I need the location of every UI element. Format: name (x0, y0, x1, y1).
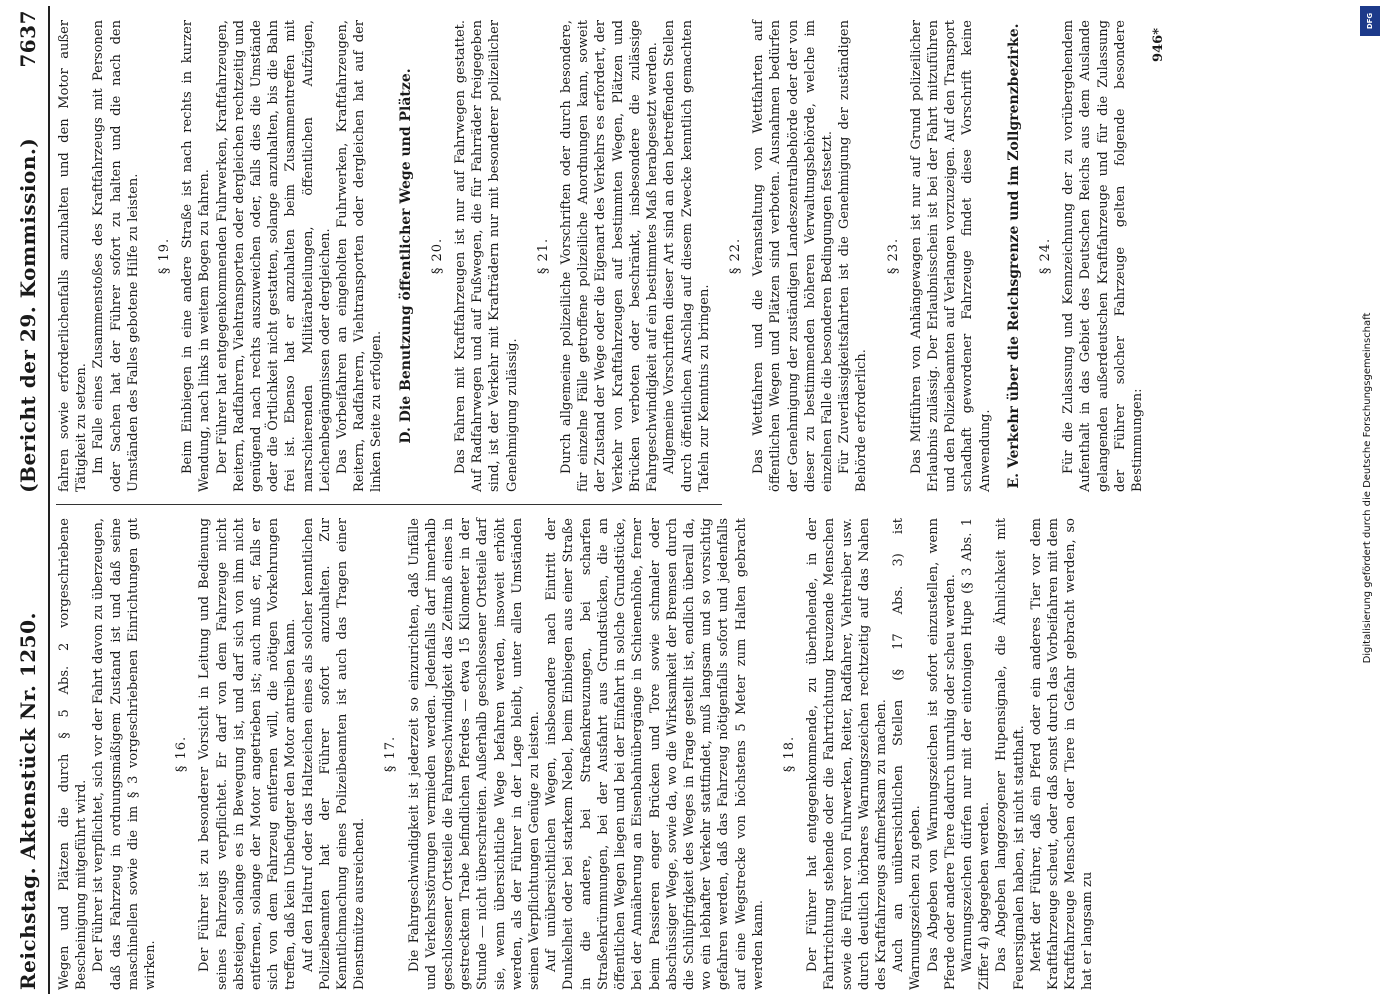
paragraph: Das Fahren mit Kraftfahrzeugen ist nur auf Fahrwegen gestattet. Auf Radfahrwegen und auf Fußwegen, die für Fahrräder freigegeben sind, ist der Verkehr mit Krafträdern nur mit besonderer polizeilicher Genehmigung zulässig. (453, 20, 520, 492)
header-title-left: Reichstag. Aktenstück Nr. 1250. (16, 612, 40, 990)
digitization-sidebar (1357, 0, 1383, 1000)
right-column (56, 20, 1167, 492)
dfg-logo (1360, 6, 1380, 36)
paragraph: Das Abgeben von Warnungszeichen ist sofort einzustellen, wenn Pferde oder andere Tiere dadurch unruhig oder scheu werden. (925, 518, 958, 990)
paragraph: Merkt der Führer, daß ein Pferd oder ein anderes Tier vor dem Kraftfahrzeuge scheut, oder daß sonst durch das Vorbeifahren mit dem Kraftfahrzeuge Menschen oder Tiere in Gefahr gebracht werden, so hat er langsam zu (1028, 518, 1096, 990)
chapter-heading: D. Die Benutzung öffentlicher Wege und Plätze. (397, 68, 414, 444)
paragraph: Der Führer ist verpflichtet, sich vor der Fahrt davon zu überzeugen, daß das Fahrzeug in ordnungsmäßigem Zustand ist und daß seine maschinellen sowie die im § 3 vorgeschriebenen Einrichtungen gut wirken. (91, 518, 159, 990)
paragraph: fahren sowie erforderlichenfalls anzuhalten und den Motor außer Tätigkeit zu setzen. (57, 20, 90, 492)
section-heading: § 22. (727, 237, 743, 275)
paragraph: Wegen und Plätzen die durch § 5 Abs. 2 vorgeschriebene Bescheinigung mitgeführt wird. (57, 518, 90, 990)
header-commission: (Bericht der 29. Kommission.) (16, 137, 40, 493)
section-heading: § 18. (781, 735, 797, 773)
paragraph: Im Falle eines Zusammenstoßes des Kraftfahrzeugs mit Personen oder Sachen hat der Führer sofort zu halten und die nach den Umständen des Falles gebotene Hilfe zu leisten. (91, 20, 141, 492)
paragraph: Die Fahrgeschwindigkeit ist jederzeit so einzurichten, daß Unfälle und Verkehrsstörungen vermieden werden. Jedenfalls darf innerhalb geschlossener Ortsteile die Fahrgeschwindigkeit das Zeitmaß eines in gestrecktem Trabe befindlichen Pferdes — etwa 15 Kilometer in der Stunde — nicht überschreiten. Außerhalb geschlossener Ortsteile darf sie, wenn übersichtliche Wege befahren werden, insoweit erhöht werden, als der Führer in der Lage bleibt, unter allen Umständen seinen Verpflichtungen Genüge zu leisten. (406, 518, 543, 990)
paragraph: Beim Einbiegen in eine andere Straße ist nach rechts in kurzer Wendung, nach links in weitem Bogen zu fahren. (180, 20, 213, 492)
sheet-signature: 946* (1151, 28, 1167, 62)
header-title-right (16, 10, 40, 493)
paragraph: Das Vorbeifahren an eingeholten Fuhrwerken, Kraftfahrzeugen, Reitern, Radfahrern, Viehtransporten oder dergleichen hat auf der linken Seite zu erfolgen. (335, 20, 385, 492)
paragraph: Auf unübersichtlichen Wegen, insbesondere nach Eintritt der Dunkelheit oder bei starkem Nebel, beim Einbiegen aus einer Straße in die andere, bei Straßenkreuzungen, bei scharfen Straßenkrümmungen, bei der Ausfahrt aus Grundstücken, die an öffentlichen Wegen liegen und bei der Einfahrt in solche Grundstücke, bei der Annäherung an Eisenbahnübergänge in Schienenhöhe, ferner beim Passieren enger Brücken und Tore sowie schmaler oder abschüssiger Wege, sowie da, wo die Wirksamkeit der Bremsen durch die Schlüpfrigkeit des Weges in Frage gestellt ist, endlich überall da, wo ein lebhafter Verkehr stattfindet, muß langsam und so vorsichtig gefahren werden, daß das Fahrzeug nötigenfalls sofort und jedenfalls auf eine Wegstrecke von höchstens 5 Meter zum Halten gebracht werden kann. (544, 518, 766, 990)
paragraph: Der Führer ist zu besonderer Vorsicht in Leitung und Bedienung seines Fahrzeugs verpflichtet. Er darf von dem Fahrzeuge nicht absteigen, solange es in Bewegung ist, und darf sich von ihm nicht entfernen, solange der Motor angetrieben ist; auch muß er, falls er sich von dem Fahrzeug entfernen will, die nötigen Vorkehrungen treffen, daß kein Unbefugter den Motor antreiben kann. (197, 518, 299, 990)
left-column (56, 518, 1096, 990)
section-heading: § 24. (1037, 237, 1053, 275)
paragraph: Der Führer hat entgegenkommenden Fuhrwerken, Kraftfahrzeugen, Reitern, Radfahrern, Viehtransporten oder dergleichen rechtzeitig und genügend nach rechts auszuweichen oder, falls dies die Umstände oder die Örtlichkeit nicht gestatten, solange anzuhalten, bis die Bahn frei ist. Ebenso hat er anzuhalten beim Zusammentreffen mit marschierenden Militärabteilungen, öffentlichen Aufzügen, Leichenbegängnissen oder dergleichen. (214, 20, 333, 492)
column-divider (56, 504, 722, 505)
section-heading: § 16. (174, 735, 190, 773)
page-header (8, 6, 50, 994)
paragraph: Das Mitführen von Anhängewagen ist nur auf Grund polizeilicher Erlaubnis zulässig. Der Erlaubnisschein ist bei der Fahrt mitzuführen und den Polizeibeamten auf Verlangen vorzuzeigen. Auf den Transport schadhaft gewordener Fahrzeuge findet diese Vorschrift keine Anwendung. (908, 20, 993, 492)
section-heading: § 21. (535, 237, 551, 275)
paragraph: Für die Zulassung und Kennzeichnung der zu vorübergehendem Aufenthalt in das Gebiet des Deutschen Reichs aus dem Auslande gelangenden außerdeutschen Kraftfahrzeuge und für die Zulassung der Führer solcher Fahrzeuge gelten folgende besondere Bestimmungen: (1061, 20, 1145, 492)
section-heading: § 17. (383, 735, 399, 773)
paragraph: Für Zuverlässigkeitsfahrten ist die Genehmigung der zuständigen Behörde erforderlich. (837, 20, 870, 492)
page-number: 7637 (16, 10, 40, 68)
section-heading: § 20. (429, 237, 445, 275)
paragraph: Der Führer hat entgegenkommende, zu überholende, in der Fahrtrichtung stehende oder die Fahrtrichtung kreuzende Menschen sowie die Führer von Fuhrwerken, Reiter, Radfahrer, Viehtreiber usw. durch deutlich hörbares Warnungszeichen rechtzeitig auf das Nahen des Kraftfahrzeugs aufmerksam zu machen. (805, 518, 889, 990)
section-heading: § 19. (157, 237, 173, 275)
paragraph: Auch an unübersichtlichen Stellen (§ 17 Abs. 3) ist Warnungszeichen zu geben. (891, 518, 924, 990)
paragraph: Das Wettfahren und die Veranstaltung von Wettfahrten auf öffentlichen Wegen und Plätzen sind verboten. Ausnahmen bedürfen der Genehmigung der zuständigen Landeszentralbehörde oder der von dieser zu bestimmenden höheren Verwaltungsbehörde, welche im einzelnen Falle die besonderen Bedingungen festsetzt. (751, 20, 835, 492)
dfg-logo-text: DFG (1366, 12, 1374, 30)
paragraph: Das Abgeben langgezogener Hupensignale, die Ähnlichkeit mit Feuersignalen haben, ist nicht statthaft. (994, 518, 1027, 990)
paragraph: Warnungszeichen dürfen nur mit der eintonigen Hupe (§ 3 Abs. 1 Ziffer 4) abgegeben werden. (959, 518, 993, 990)
paragraph: Auf den Haltruf oder das Haltzeichen eines als solcher kenntlichen Polizeibeamten hat der Führer sofort anzuhalten. Zur Kenntlichmachung eines Polizeibeamten ist auch das Tragen einer Dienstmütze ausreichend. (300, 518, 368, 990)
paragraph: Durch allgemeine polizeiliche Vorschriften oder durch besondere, für einzelne Fälle getroffene polizeiliche Anordnungen kann, soweit der Zustand der Wege oder die Eigenart des Verkehrs es erfordert, der Verkehr von Kraftfahrzeugen auf bestimmten Wegen, Plätzen und Brücken verboten oder beschränkt, insbesondere die zulässige Fahrgeschwindigkeit auf ein bestimmtes Maß herabgesetzt werden. (559, 20, 661, 492)
chapter-heading: E. Verkehr über die Reichsgrenze und im Zollgrenzbezirke. (1005, 23, 1022, 489)
paragraph: Allgemeine Vorschriften dieser Art sind an den betreffenden Stellen durch öffentlichen Anschlag auf diesem Zwecke kenntlich gemachten Tafeln zur Kenntnis zu bringen. (662, 20, 712, 492)
section-heading: § 23. (885, 237, 901, 275)
funding-note: Digitalisierung gefördert durch die Deutsche Forschungsgemeinschaft (1362, 312, 1373, 664)
